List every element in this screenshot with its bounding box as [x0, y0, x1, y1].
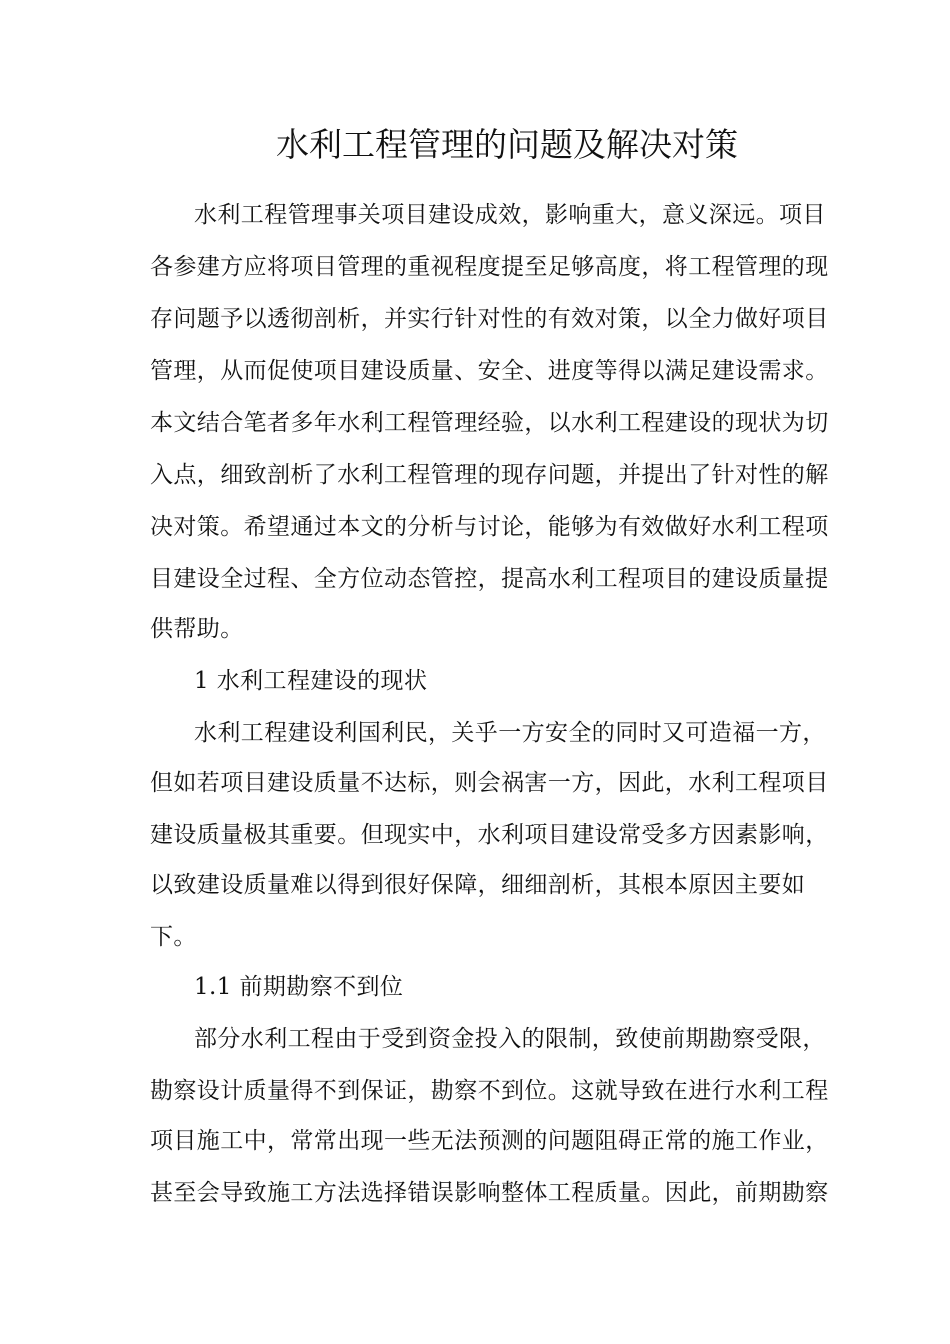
- paragraph-line: 水利工程建设利国利民，关乎一方安全的同时又可造福一方，: [194, 720, 826, 746]
- paragraph-line: 决对策。希望通过本文的分析与讨论，能够为有效做好水利工程项: [150, 514, 829, 540]
- paragraph-line: 但如若项目建设质量不达标，则会祸害一方，因此，水利工程项目: [150, 770, 829, 796]
- document-title: 水利工程管理的问题及解决对策: [276, 125, 738, 164]
- paragraph-line: 下。: [150, 924, 197, 950]
- paragraph-line: 部分水利工程由于受到资金投入的限制，致使前期勘察受限，: [194, 1026, 826, 1052]
- paragraph-line: 目建设全过程、全方位动态管控，提高水利工程项目的建设质量提: [150, 566, 829, 592]
- paragraph-line: 水利工程管理事关项目建设成效，影响重大，意义深远。项目: [194, 202, 826, 228]
- paragraph-line: 入点，细致剖析了水利工程管理的现存问题，并提出了针对性的解: [150, 462, 829, 488]
- paragraph-line: 勘察设计质量得不到保证，勘察不到位。这就导致在进行水利工程: [150, 1078, 829, 1104]
- paragraph-line: 存问题予以透彻剖析，并实行针对性的有效对策，以全力做好项目: [150, 306, 829, 332]
- subsection-heading: 1.1 前期勘察不到位: [194, 974, 404, 1000]
- section-heading: 1 水利工程建设的现状: [194, 668, 428, 694]
- paragraph-line: 管理，从而促使项目建设质量、安全、进度等得以满足建设需求。: [150, 358, 829, 384]
- paragraph-line: 建设质量极其重要。但现实中，水利项目建设常受多方因素影响，: [150, 822, 829, 848]
- paragraph-line: 各参建方应将项目管理的重视程度提至足够高度，将工程管理的现: [150, 254, 829, 280]
- paragraph-line: 项目施工中，常常出现一些无法预测的问题阻碍正常的施工作业，: [150, 1128, 829, 1154]
- paragraph-line: 供帮助。: [150, 616, 244, 642]
- paragraph-line: 甚至会导致施工方法选择错误影响整体工程质量。因此，前期勘察: [150, 1180, 829, 1206]
- paragraph-line: 以致建设质量难以得到很好保障，细细剖析，其根本原因主要如: [150, 872, 806, 898]
- paragraph-line: 本文结合笔者多年水利工程管理经验，以水利工程建设的现状为切: [150, 410, 829, 436]
